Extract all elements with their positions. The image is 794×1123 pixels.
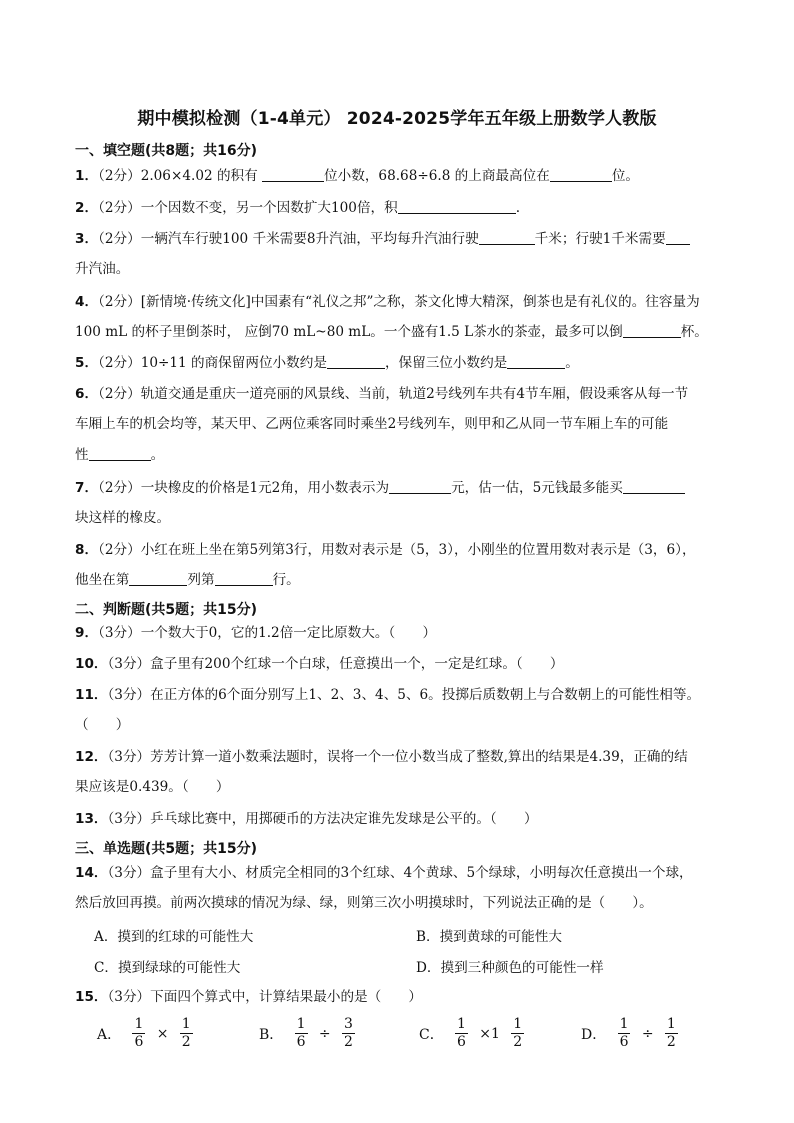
question-text: 100 mL 的杯子里倒茶时， 应倒70 mL~80 mL。一个盛有1.5 L茶水的茶壶，最多可以倒 — [75, 324, 623, 340]
numerator: 1 — [513, 1016, 523, 1032]
fraction — [342, 1016, 355, 1051]
fraction — [295, 1016, 308, 1051]
question-7 — [75, 478, 742, 498]
question-4 — [75, 292, 742, 312]
question-text: 行。 — [272, 572, 300, 588]
question-text: . — [515, 200, 521, 216]
question-6 — [75, 384, 742, 404]
question-2 — [75, 198, 742, 218]
numerator: 1 — [457, 1016, 466, 1032]
choice-b[interactable] — [256, 1016, 359, 1051]
question-14 — [75, 863, 742, 883]
question-number: 6． — [75, 386, 99, 402]
answer-blank[interactable] — [479, 230, 535, 245]
numerator: 1 — [619, 1016, 629, 1032]
question-5 — [75, 353, 742, 373]
operator: ×1 — [479, 1025, 500, 1042]
question-6-continued — [75, 445, 742, 465]
numerator: 1 — [134, 1016, 144, 1032]
choice-a[interactable] — [94, 1016, 197, 1051]
numerator: 3 — [343, 1016, 353, 1032]
question-number: 4． — [75, 294, 99, 310]
section-multiple-choice-heading: 三、单选题(共5题；共15分) — [75, 841, 258, 857]
question-13 — [75, 809, 742, 829]
question-1 — [75, 166, 742, 186]
question-number: 15． — [75, 989, 108, 1005]
question-text: （2分）轨道交通是重庆一道亮丽的风景线、当前，轨道2号线列车共有4节车厢，假设乘客从每一节 — [98, 386, 689, 402]
question-12-continued — [75, 777, 742, 797]
fraction — [665, 1016, 678, 1051]
answer-blank[interactable] — [262, 167, 324, 182]
denominator: 2 — [181, 1034, 191, 1050]
question-text: （3分）盒子里有200个红球一个白球，任意摸出一个，一定是红球。（ ） — [107, 656, 564, 672]
choice-label: C． — [419, 1026, 444, 1043]
question-number: 10． — [75, 656, 108, 672]
fraction — [132, 1016, 145, 1051]
question-3 — [75, 229, 742, 249]
question-text: （2分）一辆汽车行驶100 千米需要8升汽油，平均每升汽油行驶 — [98, 231, 479, 247]
choice-d[interactable]: D．摸到三种颜色的可能性一样 — [416, 960, 604, 976]
question-text: 位小数，68.68÷6.8 的上商最高位在 — [324, 168, 550, 184]
choice-label: B． — [259, 1026, 284, 1043]
question-text: （3分）芳芳计算一道小数乘法题时，误将一个一位小数当成了整数,算出的结果是4.39，正确的结 — [107, 749, 688, 765]
operator: ÷ — [641, 1025, 654, 1042]
section-fill-blank-heading: 一、填空题(共8题；共16分) — [75, 143, 258, 159]
denominator: 2 — [666, 1034, 676, 1050]
question-number: 1． — [75, 168, 99, 184]
question-text: 块这样的橡皮。 — [75, 510, 171, 526]
question-text: 性 — [75, 447, 89, 463]
question-text: （3分）下面四个算式中，计算结果最小的是（ ） — [107, 989, 423, 1005]
answer-blank[interactable] — [623, 479, 685, 494]
answer-blank[interactable] — [389, 479, 451, 494]
fraction — [455, 1016, 468, 1051]
answer-blank[interactable] — [623, 323, 681, 338]
question-number: 5． — [75, 355, 99, 371]
question-text: （2分）[新情境·传统文化]中国素有“礼仪之邦”之称，茶文化博大精深，倒茶也是有礼仪的。往容量为 — [98, 294, 700, 310]
question-11 — [75, 685, 742, 705]
operator: × — [156, 1025, 169, 1042]
question-text: 位。 — [611, 168, 640, 184]
question-text: 。 — [150, 447, 165, 463]
question-8 — [75, 540, 742, 560]
question-3-continued — [75, 259, 742, 279]
answer-blank[interactable] — [666, 230, 690, 245]
operator: ÷ — [318, 1025, 331, 1042]
question-number: 7． — [75, 480, 99, 496]
choice-label: D． — [581, 1026, 607, 1043]
question-text: （2分）小红在班上坐在第5列第3行，用数对表示是（5，3），小刚坐的位置用数对表示是（3，6）， — [98, 542, 696, 558]
numerator: 1 — [181, 1016, 191, 1032]
question-number: 13． — [75, 811, 108, 827]
question-6-continued — [75, 414, 742, 434]
question-7-continued — [75, 508, 742, 528]
numerator: 1 — [666, 1016, 676, 1032]
question-number: 12． — [75, 749, 108, 765]
question-text: （3分）乒乓球比赛中，用掷硬币的方法决定谁先发球是公平的。（ ） — [107, 811, 538, 827]
answer-blank[interactable] — [507, 354, 565, 369]
answer-blank[interactable] — [89, 446, 151, 461]
question-number: 2． — [75, 200, 99, 216]
answer-blank[interactable] — [129, 571, 187, 586]
question-10 — [75, 654, 742, 674]
question-text: 杯。 — [680, 324, 708, 340]
denominator: 6 — [296, 1034, 306, 1050]
choice-b[interactable]: B．摸到黄球的可能性大 — [416, 929, 562, 945]
question-4-continued — [75, 322, 742, 342]
question-text: （2分）一个因数不变，另一个因数扩大100倍，积 — [98, 200, 398, 216]
fraction — [180, 1016, 193, 1051]
choice-d[interactable] — [578, 1016, 682, 1051]
question-11-continued — [75, 715, 742, 735]
denominator: 6 — [457, 1034, 466, 1050]
answer-blank[interactable] — [215, 571, 273, 586]
choice-label: A． — [97, 1026, 122, 1043]
question-9 — [75, 623, 742, 643]
choice-c[interactable] — [416, 1016, 528, 1051]
question-text: ，保留三位小数约是 — [384, 355, 508, 371]
question-text: 千米；行驶1千米需要 — [534, 231, 666, 247]
question-text: 列第 — [187, 572, 215, 588]
choice-a[interactable]: A．摸到的红球的可能性大 — [94, 929, 254, 945]
question-12 — [75, 747, 742, 767]
question-text: 他坐在第 — [75, 572, 130, 588]
denominator: 2 — [343, 1034, 353, 1050]
question-text: 元，估一估，5元钱最多能买 — [451, 480, 623, 496]
section-true-false-heading: 二、判断题(共5题；共15分) — [75, 602, 258, 618]
denominator: 6 — [134, 1034, 144, 1050]
question-text: 车厢上车的机会均等，某天甲、乙两位乘客同时乘坐2号线列车，则甲和乙从同一节车厢上车的可能 — [75, 416, 669, 432]
question-number: 11． — [75, 687, 108, 703]
numerator: 1 — [296, 1016, 306, 1032]
page-title: 期中模拟检测（1-4单元） 2024-2025学年五年级上册数学人教版 — [137, 109, 657, 129]
question-text: （2分）一块橡皮的价格是1元2角，用小数表示为 — [98, 480, 390, 496]
question-number: 8． — [75, 542, 99, 558]
answer-parentheses[interactable]: （ ） — [75, 717, 130, 733]
question-text: （2分）2.06×4.02 的积有 — [98, 168, 263, 184]
question-number: 14． — [75, 865, 108, 881]
denominator: 6 — [619, 1034, 629, 1050]
denominator: 2 — [513, 1034, 523, 1050]
question-15 — [75, 987, 742, 1007]
question-text: 然后放回再摸。前两次摸球的情况为绿、绿，则第三次小明摸球时，下列说法正确的是（ ）。 — [75, 895, 653, 911]
question-text: （3分）一个数大于0，它的1.2倍一定比原数大。（ ） — [98, 625, 437, 641]
question-8-continued — [75, 570, 742, 590]
fraction — [618, 1016, 631, 1051]
question-number: 9． — [75, 625, 99, 641]
question-text: 。 — [565, 355, 579, 371]
question-text: （3分）盒子里有大小、材质完全相同的3个红球、4个黄球、5个绿球，小明每次任意摸出一个球， — [107, 865, 693, 881]
question-text: 果应该是0.439。（ ） — [75, 779, 230, 795]
question-number: 3． — [75, 231, 99, 247]
fraction — [511, 1016, 524, 1051]
question-text: 升汽油。 — [75, 261, 130, 277]
answer-blank[interactable] — [550, 167, 612, 182]
question-text: （2分）10÷11 的商保留两位小数约是 — [98, 355, 327, 371]
question-text: （3分）在正方体的6个面分别写上1、2、3、4、5、6。投掷后质数朝上与合数朝上的可能性相等。 — [107, 687, 701, 703]
answer-blank[interactable] — [327, 354, 385, 369]
question-14-continued — [75, 893, 742, 913]
answer-blank[interactable] — [398, 199, 516, 214]
choice-c[interactable]: C．摸到绿球的可能性大 — [94, 960, 241, 976]
